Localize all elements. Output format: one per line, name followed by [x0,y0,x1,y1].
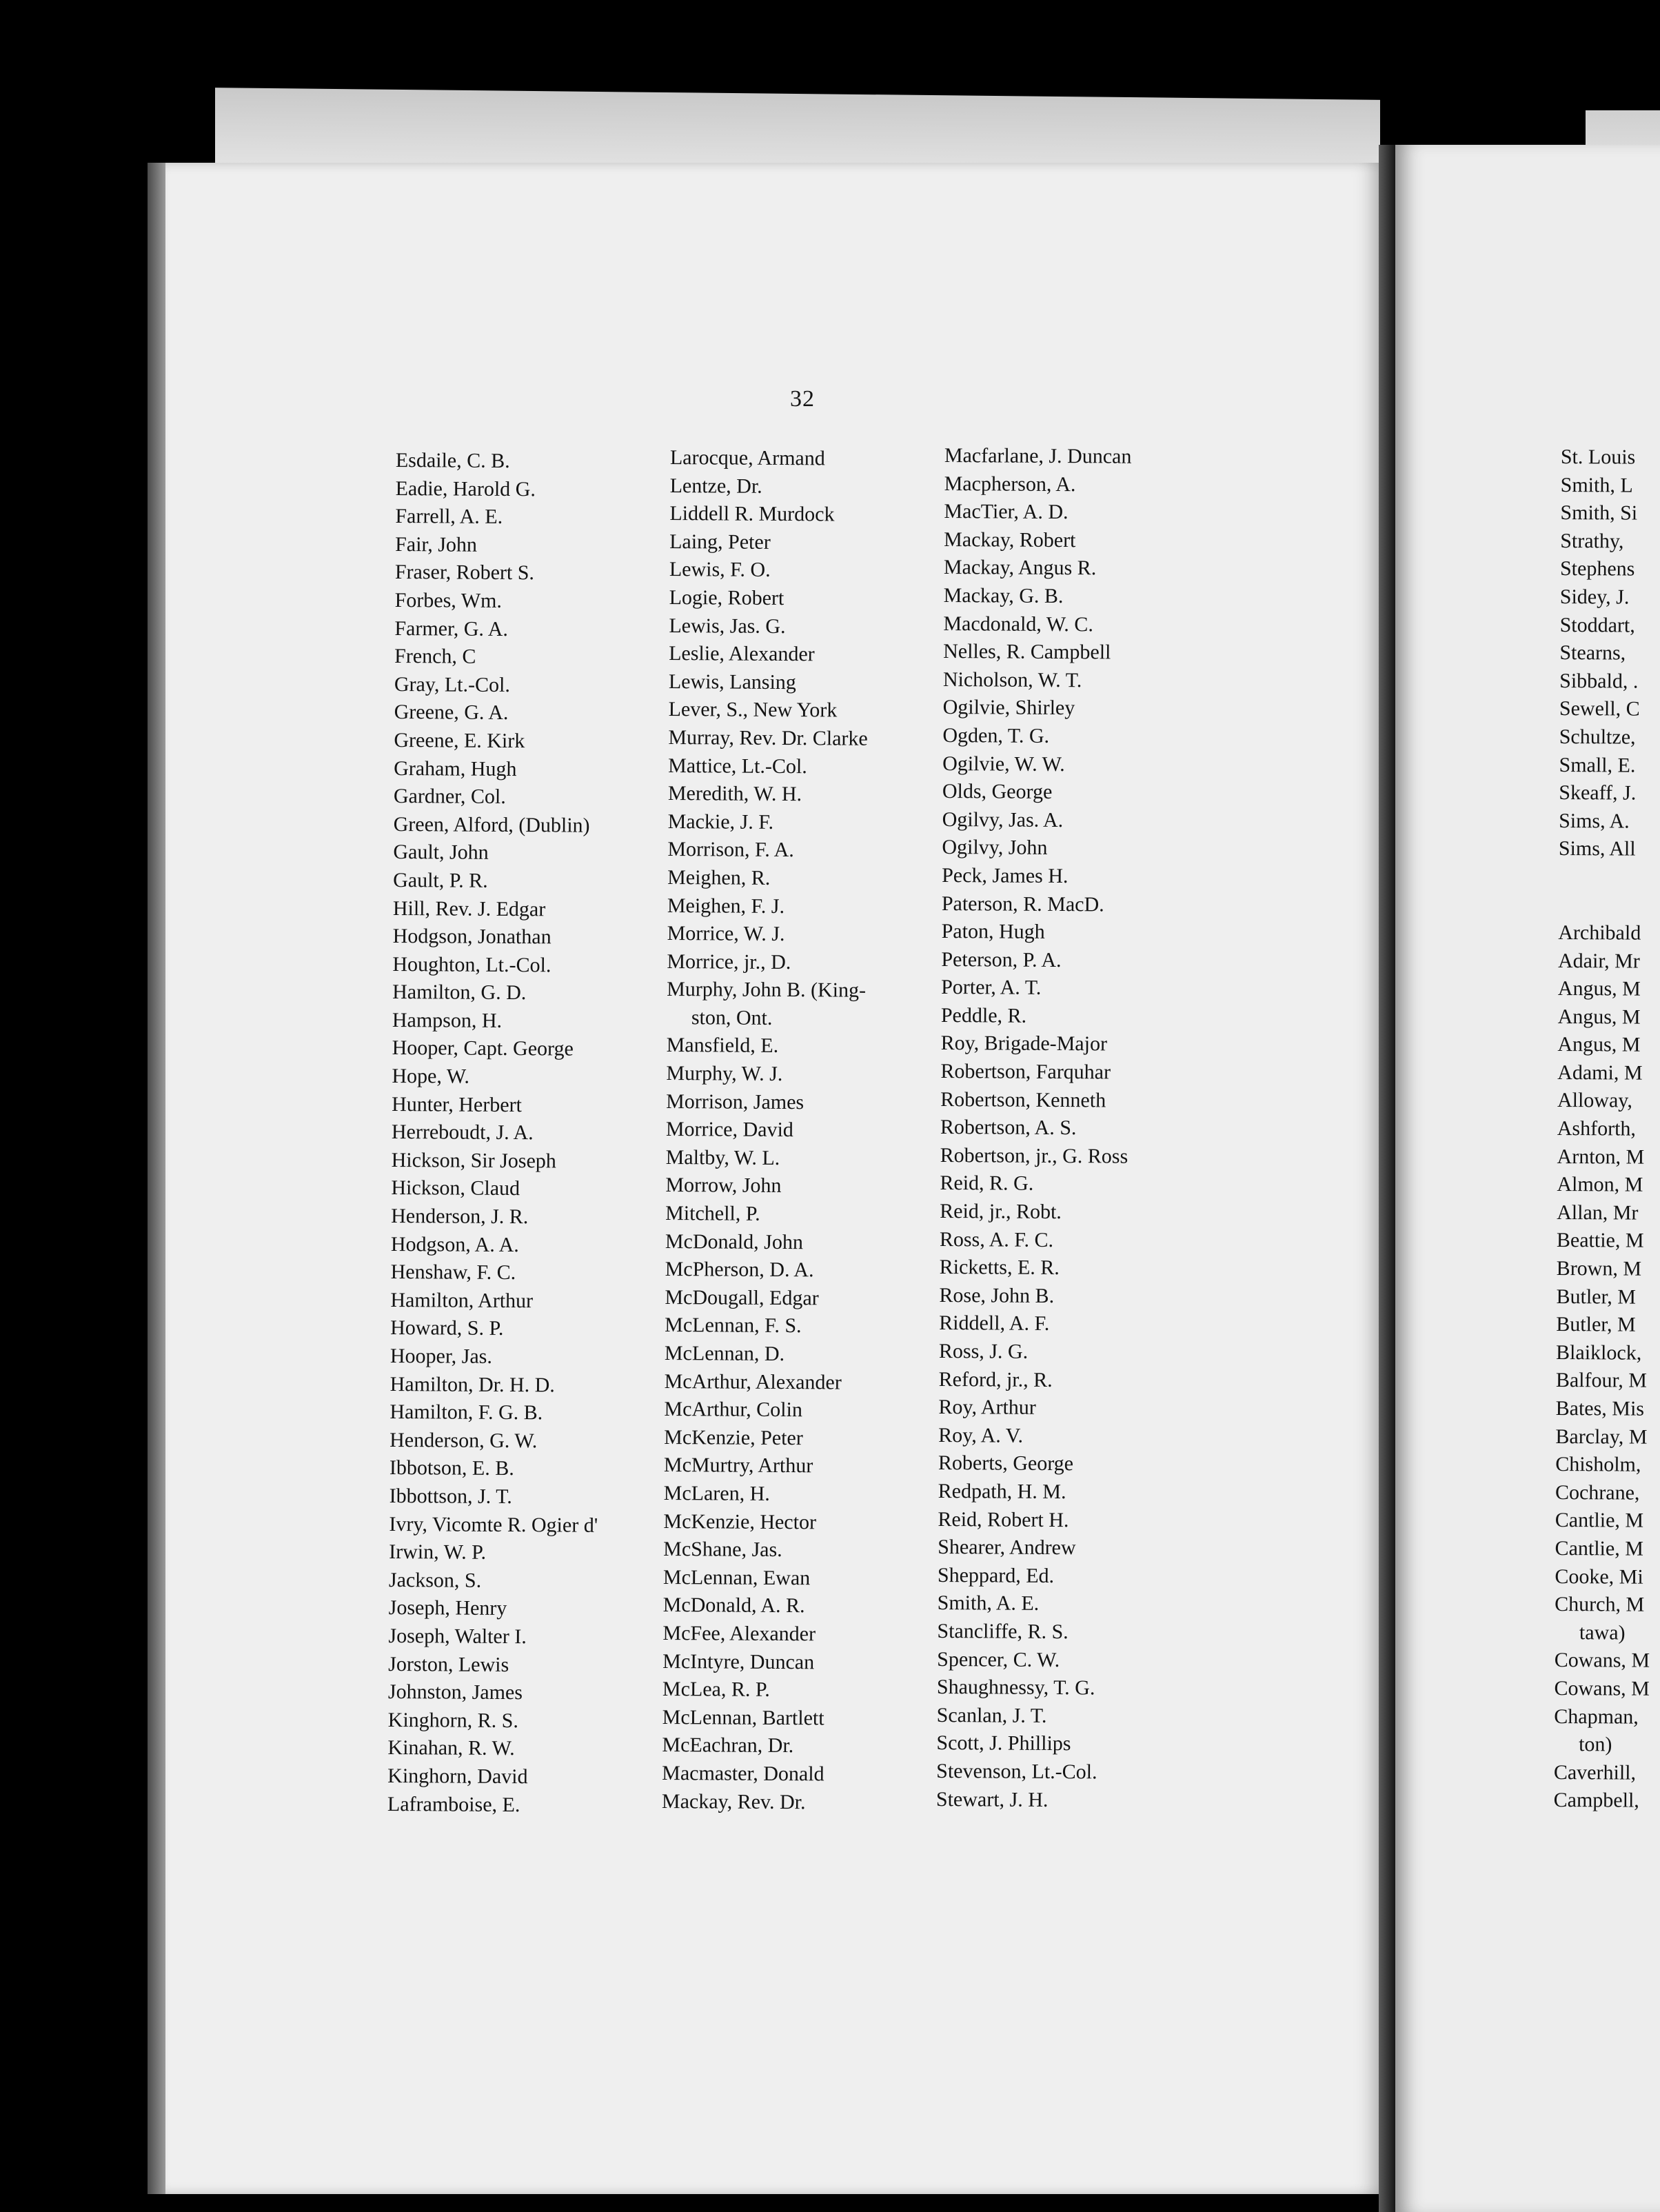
name-entry: Ashforth, [1557,1117,1637,1140]
name-entry: Small, E. [1559,753,1636,777]
name-entry: Archibald [1558,921,1641,945]
name-entry: Porter, A. T. [941,976,1042,1000]
name-entry: McLaren, H. [663,1481,770,1505]
name-entry: Farrell, A. E. [395,505,503,529]
name-entry: Maltby, W. L. [665,1145,780,1169]
name-entry: McLennan, D. [664,1341,785,1366]
name-entry: Johnston, James [387,1680,523,1705]
name-entry: Scott, J. Phillips [936,1731,1071,1756]
name-entry: Brown, M [1556,1257,1642,1280]
name-entry: Leslie, Alexander [669,642,815,666]
name-entry: Laframboise, E. [387,1792,520,1816]
name-entry: St. Louis [1560,445,1636,469]
name-entry: Lewis, Jas. G. [669,614,786,638]
book-gutter [1379,145,1397,2212]
name-entry: Redpath, H. M. [938,1479,1066,1504]
name-entry: Forbes, Wm. [394,588,503,612]
name-entry: MacTier, A. D. [944,500,1069,524]
name-entry: Hampson, H. [392,1008,503,1032]
name-column-3 [936,442,1133,1815]
name-entry: Almon, M [1557,1173,1643,1196]
name-entry: Stevenson, Lt.-Col. [936,1759,1097,1784]
name-entry: Hill, Rev. J. Edgar [392,896,546,921]
section-gap [1558,863,1654,920]
name-entry: McKenzie, Hector [663,1509,817,1534]
name-entry: Hooper, Jas. [389,1344,492,1368]
name-entry: Laing, Peter [669,530,771,554]
name-entry: ston, Ont. [691,1006,773,1029]
name-entry: Cochrane, [1555,1480,1640,1505]
name-entry: Roy, A. V. [938,1423,1024,1447]
name-entry: Sheppard, Ed. [937,1563,1055,1587]
name-entry: Gray, Lt.-Col. [394,672,511,696]
name-entry: McDonald, John [665,1229,804,1254]
name-entry: Adair, Mr [1557,949,1640,973]
name-entry: Shearer, Andrew [938,1536,1076,1560]
name-entry: Ivry, Vicomte R. Ogier d' [389,1512,598,1537]
name-entry: Morrice, jr., D. [667,949,791,974]
name-entry: Hickson, Sir Joseph [391,1148,556,1173]
name-entry: Murray, Rev. Dr. Clarke [668,725,868,750]
name-entry: Nelles, R. Campbell [943,640,1111,664]
name-entry: Murphy, W. J. [666,1062,783,1086]
name-entry: Macdonald, W. C. [943,612,1093,636]
name-entry: Morrow, John [665,1174,782,1198]
name-entry: Meighen, F. J. [667,894,785,918]
name-entry: McPherson, D. A. [665,1258,814,1282]
name-entry: Lewis, F. O. [669,558,771,582]
name-entry: McDonald, A. R. [662,1593,805,1618]
name-entry: Fair, John [395,532,478,556]
name-entry: Ogilvy, Jas. A. [942,807,1064,832]
name-entry: Balfour, M [1555,1369,1648,1393]
name-entry: McLennan, F. S. [665,1314,802,1338]
name-entry: Howard, S. P. [390,1316,504,1340]
name-entry: Hope, W. [392,1065,470,1088]
name-entry: Cooke, Mi [1555,1565,1643,1589]
name-entry: Ibbotson, E. B. [389,1456,514,1480]
name-entry: Sims, All [1558,837,1636,861]
name-entry: McKenzie, Peter [664,1425,803,1449]
name-entry: Ricketts, E. R. [939,1256,1060,1280]
name-entry: McLennan, Ewan [662,1565,811,1590]
name-entry: Butler, M [1556,1285,1637,1309]
name-entry: Hickson, Claud [391,1176,520,1200]
name-entry: Gault, John [393,841,489,865]
name-entry: Mackay, Robert [944,527,1076,552]
name-entry: Jorston, Lewis [388,1652,509,1676]
name-entry: Liddell R. Murdock [669,502,835,526]
name-entry: Alloway, [1557,1089,1632,1113]
name-entry: Schultze, [1559,725,1636,749]
left-page-edge-shadow [148,163,165,2194]
name-entry: ton) [1579,1733,1612,1756]
name-entry: Hodgson, Jonathan [392,925,551,949]
name-entry: Strathy, [1560,529,1624,553]
name-entry: Hodgson, A. A. [390,1232,519,1256]
name-entry: Chapman, [1554,1705,1639,1729]
name-entry: Scanlan, J. T. [936,1703,1047,1727]
name-entry: Murphy, John B. (King- [667,978,867,1003]
name-entry: Mackie, J. F. [667,810,774,834]
name-entry: McShane, Jas. [663,1538,782,1562]
name-entry: Macfarlane, J. Duncan [944,443,1132,468]
name-entry: Greene, E. Kirk [394,728,525,753]
name-entry: Hamilton, Arthur [390,1288,534,1313]
name-entry: Hooper, Capt. George [392,1036,574,1061]
name-entry: Logie, Robert [669,585,785,610]
name-entry: Gardner, Col. [393,785,506,809]
name-entry: Lewis, Lansing [668,670,796,694]
name-entry: Rose, John B. [939,1283,1055,1307]
name-entry: Mackay, Angus R. [943,556,1097,580]
name-entry: Robertson, A. S. [940,1116,1077,1140]
name-entry: Mackay, Rev. Dr. [661,1789,806,1813]
name-entry: Riddell, A. F. [939,1311,1050,1336]
name-entry: Adami, M [1557,1060,1643,1085]
name-entry: Esdaile, C. B. [395,448,510,473]
name-entry: Cantlie, M [1555,1536,1644,1560]
name-entry: Sewell, C [1559,697,1640,721]
name-entry: Ross, J. G. [938,1339,1029,1363]
name-entry: Stoddart, [1559,613,1635,637]
name-entry: Hamilton, Dr. H. D. [389,1372,555,1397]
name-entry: Angus, M [1557,977,1641,1001]
name-entry: Robertson, Kenneth [940,1087,1106,1112]
name-entry: Fraser, Robert S. [394,561,535,585]
name-entry: Morrice, David [665,1118,793,1142]
name-entry: Stancliffe, R. S. [937,1619,1069,1644]
name-entry: Arnton, M [1557,1145,1645,1169]
name-entry: Reford, jr., R. [938,1367,1053,1391]
name-entry: French, C [394,645,476,668]
name-entry: Peddle, R. [940,1003,1027,1027]
name-column-2 [662,444,870,1817]
name-entry: Blaiklock, [1556,1340,1642,1365]
name-entry: Hamilton, F. G. B. [389,1400,543,1425]
name-entry: Caverhill, [1553,1760,1637,1784]
name-entry: Shaughnessy, T. G. [936,1676,1095,1700]
name-entry: Campbell, [1553,1789,1639,1812]
name-entry: Stephens [1559,557,1635,581]
name-entry: Herreboudt, J. A. [391,1120,534,1145]
name-entry: Allan, Mr [1557,1200,1639,1225]
name-entry: Reid, Robert H. [938,1507,1069,1531]
name-entry: Stearns, [1559,641,1626,665]
name-entry: Eadie, Harold G. [395,476,536,501]
name-entry: Ross, A. F. C. [939,1227,1054,1251]
name-entry: McLennan, Bartlett [662,1705,824,1730]
name-entry: Mitchell, P. [665,1202,760,1225]
name-entry: Smith, Si [1560,501,1638,525]
name-entry: McLea, R. P. [662,1678,770,1702]
name-entry: McMurtry, Arthur [663,1454,813,1478]
name-entry: Ogilvy, John [942,836,1048,860]
name-entry: Ogden, T. G. [942,723,1050,747]
name-entry: Cowans, M [1554,1649,1650,1673]
name-entry: McIntyre, Duncan [662,1649,815,1673]
name-entry: Henderson, J. R. [391,1205,529,1229]
name-entry: Gault, P. R. [393,868,488,892]
name-column-1 [387,447,605,1820]
name-entry: Kinahan, R. W. [387,1736,515,1760]
name-entry: Sims, A. [1559,809,1630,833]
name-entry: Chisholm, [1555,1453,1641,1476]
name-entry: tawa) [1579,1620,1626,1645]
name-entry: Henderson, G. W. [389,1428,538,1453]
name-entry: Macmaster, Donald [662,1761,824,1786]
name-entry: Joseph, Henry [388,1596,507,1620]
name-entry: Stewart, J. H. [935,1787,1049,1811]
name-entry: Mansfield, E. [666,1034,779,1058]
name-entry: Roberts, George [938,1451,1074,1476]
page-number: 32 [790,386,815,412]
name-entry: Farmer, G. A. [394,616,509,641]
name-entry: Butler, M [1556,1313,1636,1336]
name-entry: Robertson, jr., G. Ross [940,1143,1128,1168]
name-entry: Meredith, W. H. [667,782,802,806]
name-entry: Reid, R. G. [940,1172,1034,1196]
name-entry: Hunter, Herbert [392,1092,522,1116]
name-entry: Olds, George [942,780,1053,804]
name-entry: Graham, Hugh [394,756,517,781]
name-entry: Green, Alford, (Dublin) [393,812,590,837]
name-entry: Roy, Brigade-Major [940,1032,1108,1056]
right-page-clip [1395,145,1660,2212]
name-entry: Henshaw, F. C. [390,1260,516,1285]
name-entry: Jackson, S. [388,1568,482,1592]
name-entry: Morrison, F. A. [667,838,794,862]
name-entry: Reid, jr., Robt. [940,1200,1062,1224]
name-entry: Cantlie, M [1555,1509,1644,1533]
name-entry: Nicholson, W. T. [942,667,1082,692]
name-entry: Meighen, R. [667,865,771,889]
name-entry: Smith, A. E. [937,1591,1040,1616]
name-entry: Macpherson, A. [944,472,1076,496]
name-column-4-partial [1554,443,1657,1816]
name-entry: McEachran, Dr. [662,1733,794,1758]
name-entry: Sibbald, . [1559,669,1639,693]
name-entry: McFee, Alexander [662,1621,816,1646]
name-entry: Peterson, P. A. [941,947,1062,972]
name-entry: Bates, Mis [1555,1396,1645,1420]
name-entry: Beattie, M [1556,1229,1644,1253]
name-entry: Ibbottson, J. T. [389,1484,512,1509]
name-entry: Houghton, Lt.-Col. [392,952,551,977]
name-entry: Larocque, Armand [669,445,825,470]
name-entry: Spencer, C. W. [937,1647,1060,1671]
name-entry: Angus, M [1557,1005,1641,1029]
name-entry: Kinghorn, David [387,1764,528,1789]
name-entry: Hamilton, G. D. [392,981,527,1005]
name-entry: Paterson, R. MacD. [941,892,1104,916]
name-entry: Mackay, G. B. [943,583,1064,608]
name-entry: Smith, L [1560,473,1633,497]
name-entry: Church, M [1555,1593,1645,1616]
name-entry: McArthur, Alexander [664,1369,842,1394]
name-entry: Robertson, Farquhar [940,1060,1111,1084]
name-entry: Peck, James H. [942,863,1069,888]
name-entry: Paton, Hugh [941,920,1045,943]
name-entry: Lentze, Dr. [669,474,762,498]
name-entry: Angus, M [1557,1033,1641,1056]
name-entry: Lever, S., New York [668,698,838,722]
name-entry: Kinghorn, R. S. [387,1708,519,1732]
name-entry: Morrice, W. J. [667,922,785,946]
name-entry: Irwin, W. P. [389,1540,487,1564]
name-entry: Mattice, Lt.-Col. [668,754,807,778]
name-entry: McArthur, Colin [664,1398,802,1422]
name-entry: McDougall, Edgar [665,1285,819,1310]
name-entry: Roy, Arthur [938,1396,1036,1420]
name-entry: Cowans, M [1554,1676,1650,1700]
name-entry: Ogilvie, Shirley [942,696,1075,720]
name-entry: Joseph, Walter I. [388,1624,527,1649]
name-entry: Ogilvie, W. W. [942,752,1065,776]
name-entry: Greene, G. A. [394,701,509,725]
name-entry: Morrison, James [666,1089,804,1114]
name-entry: Sidey, J. [1559,585,1630,609]
name-entry: Barclay, M [1555,1425,1648,1449]
name-entry: Skeaff, J. [1559,781,1637,805]
